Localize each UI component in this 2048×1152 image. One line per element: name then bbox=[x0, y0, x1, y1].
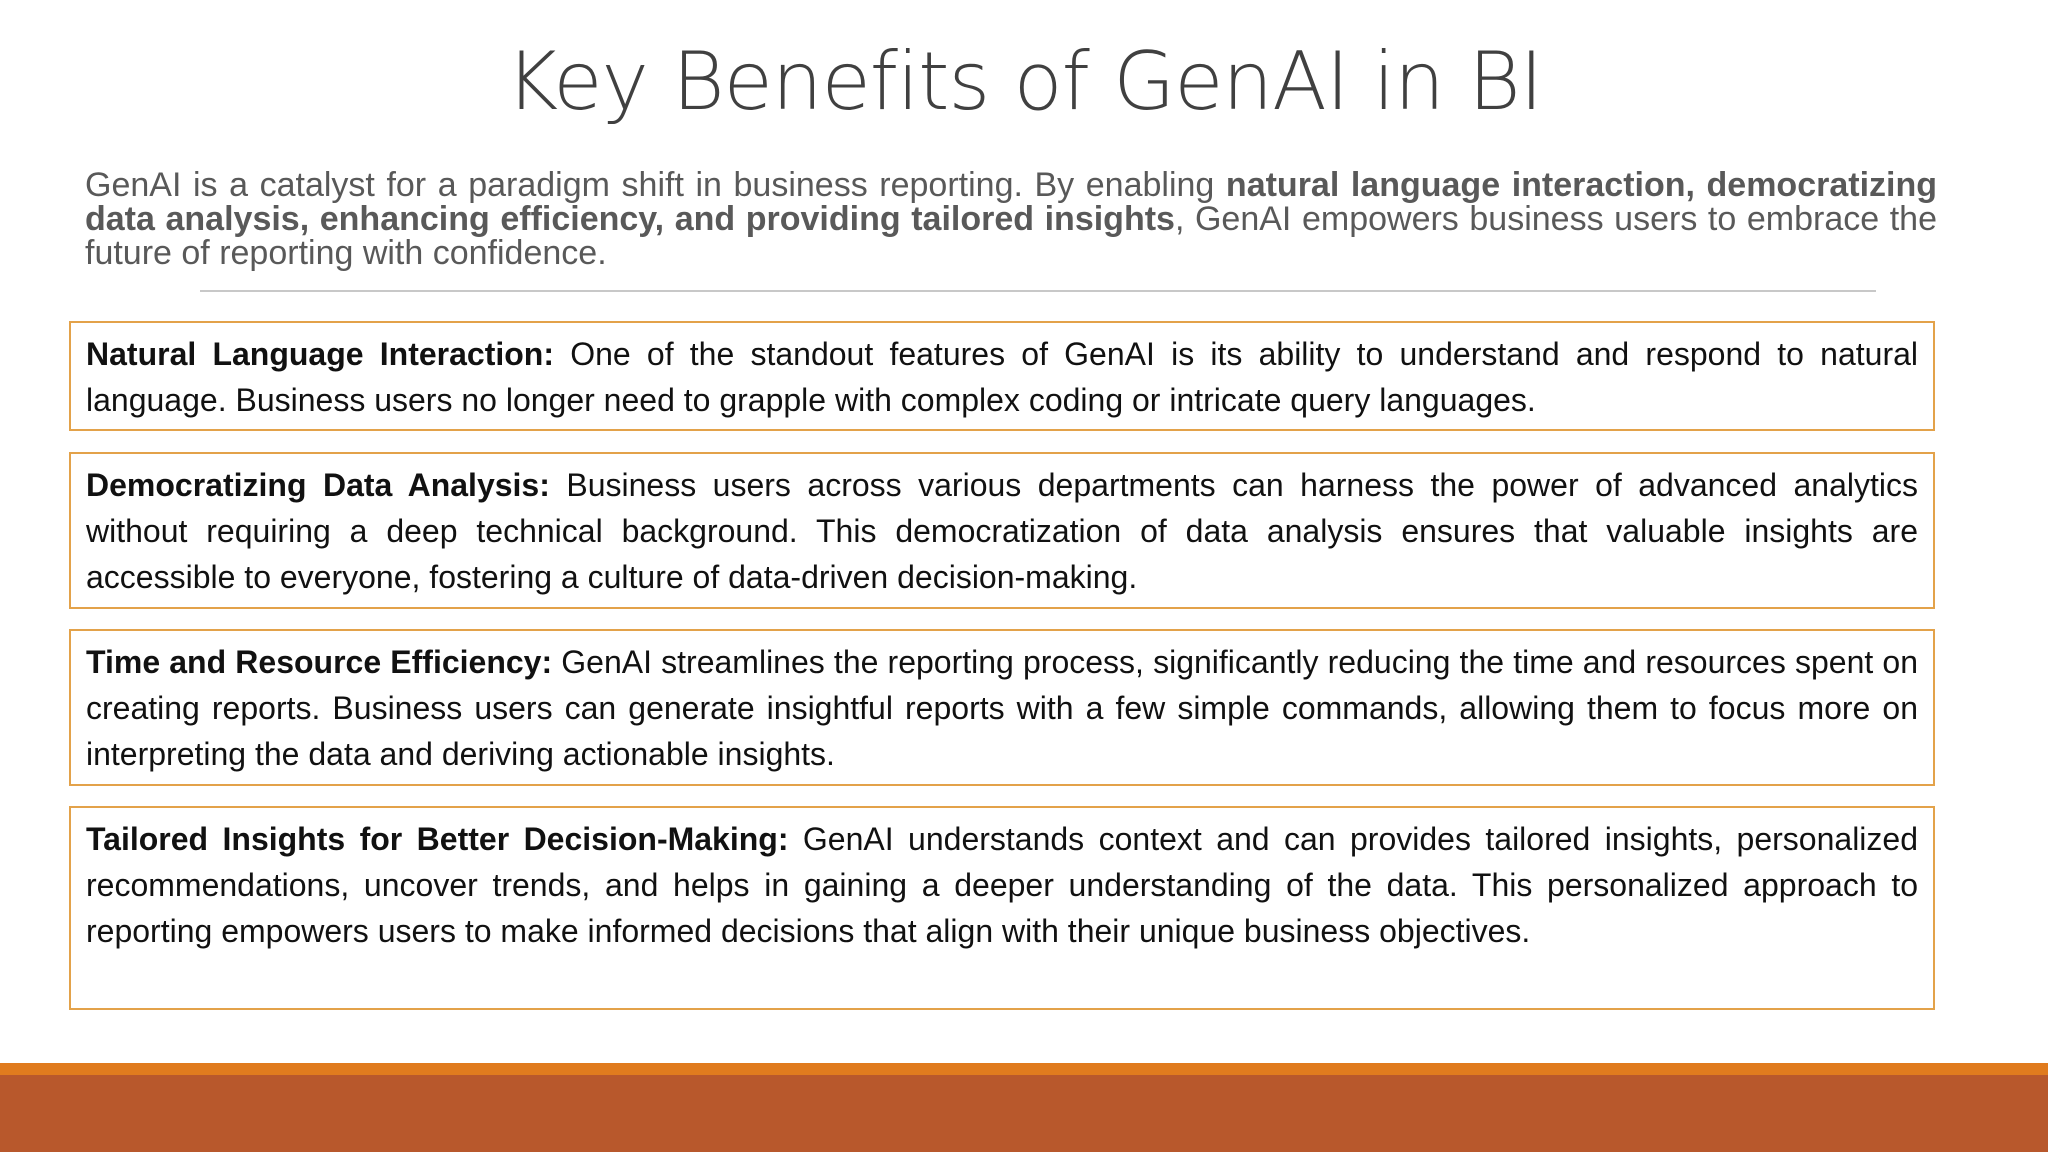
footer-accent-stripe bbox=[0, 1063, 2048, 1075]
benefit-heading: Time and Resource Efficiency: bbox=[86, 644, 553, 680]
benefit-card-democratizing-data bbox=[69, 452, 1935, 609]
benefit-body: GenAI understands context and can provides tailored insights, personalized recommendations, uncover trends, and helps in gaining a deeper understanding of the data. This personalized approach to reporting empowers users to make informed decisions that align with their unique business objectives. bbox=[86, 821, 1919, 949]
benefit-card-natural-language bbox=[69, 321, 1935, 431]
benefit-card-efficiency bbox=[69, 629, 1935, 786]
slide-title: Key Benefits of GenAI in BI bbox=[505, 35, 1543, 128]
benefit-card-tailored-insights bbox=[69, 806, 1935, 1010]
benefit-body: Business users across various departments can harness the power of advanced analytics without requiring a deep technical background. This democratization of data analysis ensures that valuable insights are accessible to everyone, fostering a culture of data-driven decision-making. bbox=[86, 467, 1919, 595]
intro-text-after: , GenAI empowers business users to embrace the future of reporting with confidence. bbox=[85, 200, 1937, 272]
intro-text-before: GenAI is a catalyst for a paradigm shift in business reporting. By enabling bbox=[85, 166, 1226, 204]
intro-bold-text: natural language interaction, democratizing data analysis, enhancing efficiency, and providing tailored insights bbox=[85, 166, 1938, 238]
intro-paragraph bbox=[85, 168, 1937, 270]
intro-divider bbox=[200, 290, 1876, 292]
benefit-heading: Tailored Insights for Better Decision-Making: bbox=[86, 821, 789, 857]
benefit-heading: Natural Language Interaction: bbox=[86, 336, 555, 372]
footer-bar bbox=[0, 1075, 2048, 1152]
benefit-heading: Democratizing Data Analysis: bbox=[86, 467, 550, 503]
benefit-body: GenAI streamlines the reporting process, significantly reducing the time and resources spent on creating reports. Business users can generate insightful reports with a few simple commands, allowing them to focus more on interpreting the data and deriving actionable insights. bbox=[86, 644, 1919, 772]
benefit-body: One of the standout features of GenAI is its ability to understand and respond to natural language. Business users no longer need to grapple with complex coding or intricate query languages. bbox=[86, 336, 1919, 418]
